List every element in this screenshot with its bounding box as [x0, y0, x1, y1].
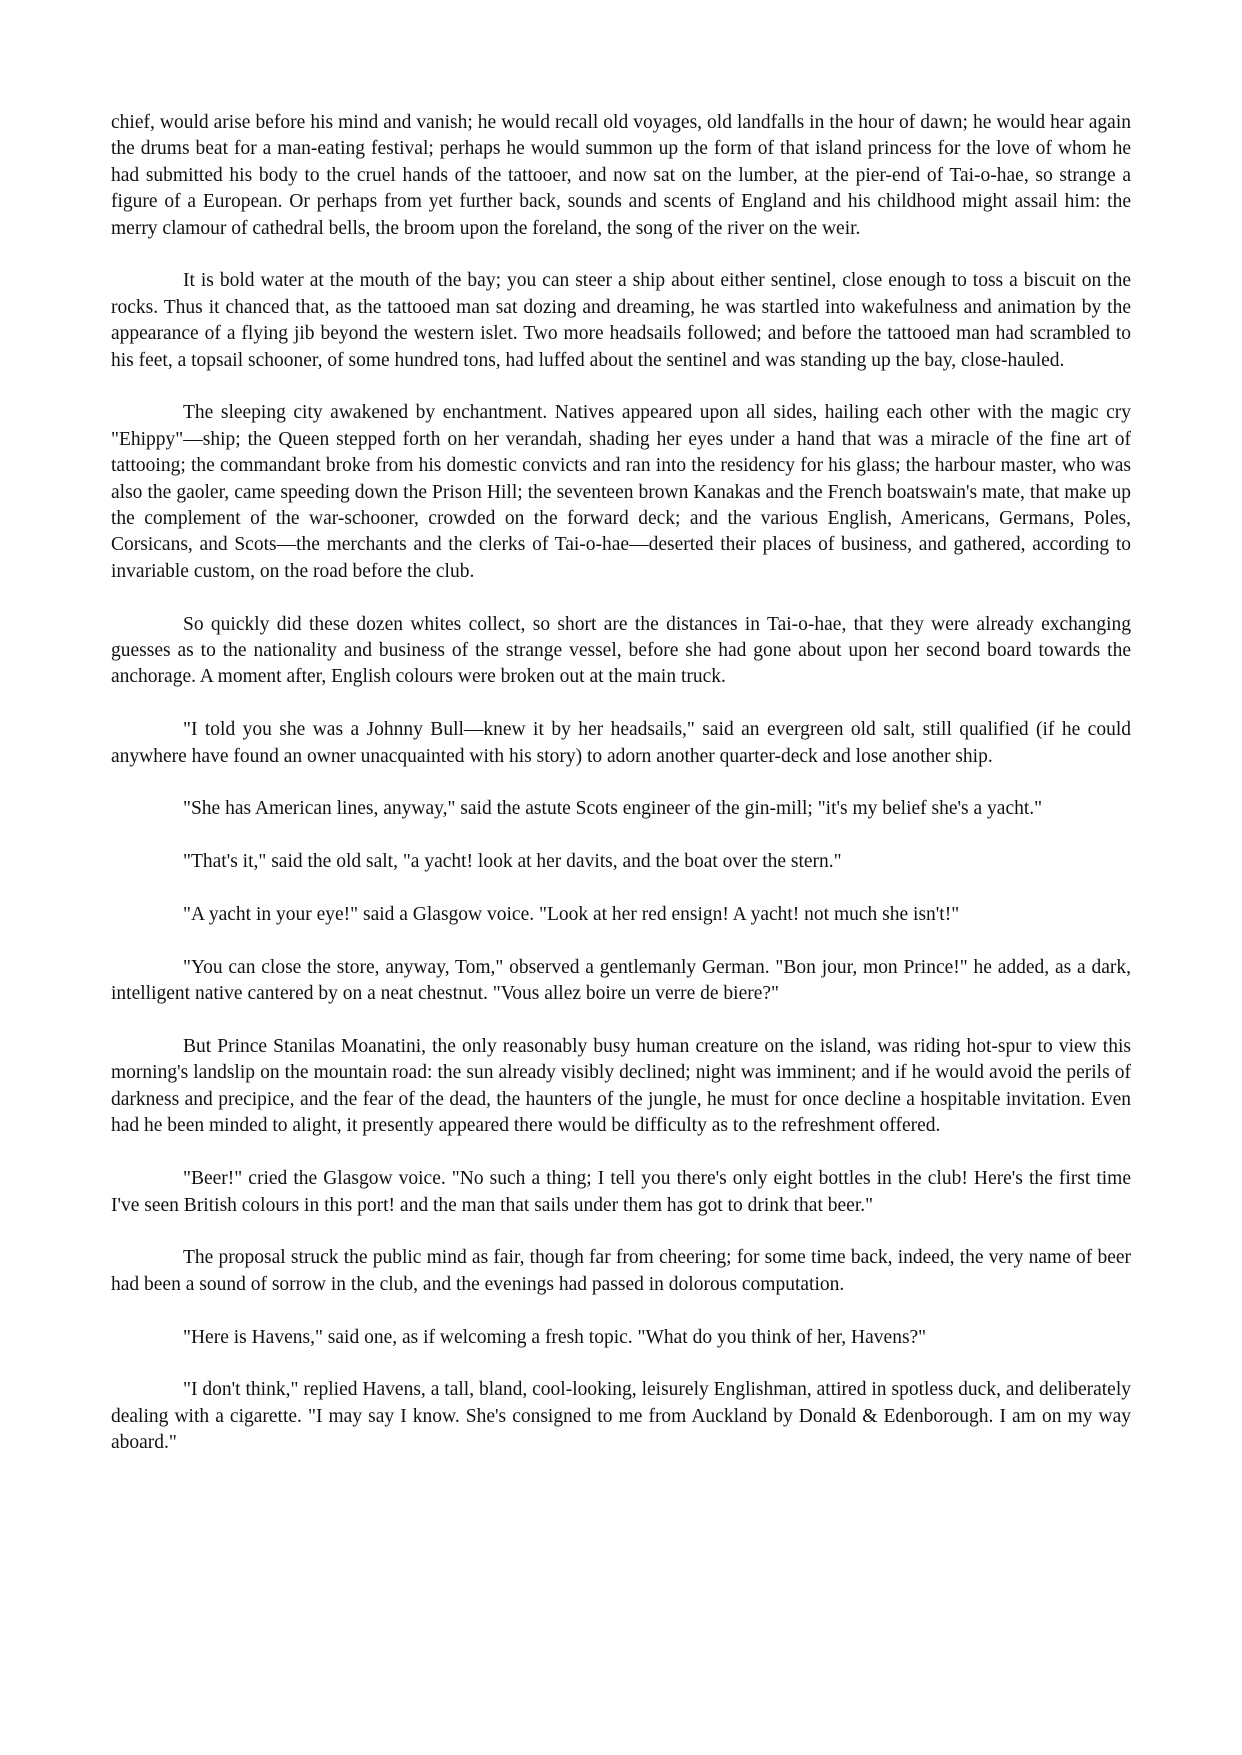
paragraph-7: "That's it," said the old salt, "a yacht! look at her davits, and the boat over the stern.": [183, 851, 842, 873]
document-page: [111, 110, 1131, 1483]
paragraph-6: "She has American lines, anyway," said the astute Scots engineer of the gin-mill; "it's my belief she's a yacht.": [183, 798, 1043, 820]
paragraph-9: "You can close the store, anyway, Tom," observed a gentlemanly German. "Bon jour, mon Prince!" he added, as a dark, intelligent native cantered by on a neat chestnut. "Vous allez boire un verre de biere?": [111, 956, 1131, 1005]
paragraph-1: chief, would arise before his mind and vanish; he would recall old voyages, old landfalls in the hour of dawn; he would hear again the drums beat for a man-eating festival; perhaps he would summon up the form of that island princess for the love of whom he had submitted his body to the cruel hands of the tattooer, and now sat on the lumber, at the pier-end of Tai-o-hae, so strange a figure of a European. Or perhaps from yet further back, sounds and scents of England and his childhood might assail him: the merry clamour of cathedral bells, the broom upon the foreland, the song of the river on the weir.: [111, 112, 1131, 239]
paragraph-11: "Beer!" cried the Glasgow voice. "No such a thing; I tell you there's only eight bottles in the club! Here's the first time I've seen British colours in this port! and the man that sails under them has got to drink that beer.": [111, 1168, 1131, 1216]
paragraph-3: The sleeping city awakened by enchantment. Natives appeared upon all sides, hailing each other with the magic cry "Ehippy"—ship; the Queen stepped forth on her verandah, shading her eyes under a hand that was a miracle of the fine art of tattooing; the commandant broke from his domestic convicts and ran into the residency for his glass; the harbour master, who was also the gaoler, came speeding down the Prison Hill; the seventeen brown Kanakas and the French boatswain's mate, that make up the complement of the war-schooner, crowded on the forward deck; and the various English, Americans, Germans, Poles, Corsicans, and Scots—the merchants and the clerks of Tai-o-hae—deserted their places of business, and gathered, according to invariable custom, on the road before the club.: [111, 402, 1131, 582]
paragraph-4: So quickly did these dozen whites collect, so short are the distances in Tai-o-hae, that they were already exchanging guesses as to the nationality and business of the strange vessel, before she had gone about upon her second board towards the anchorage. A moment after, English colours were broken out at the main truck.: [111, 613, 1131, 688]
paragraph-8: "A yacht in your eye!" said a Glasgow voice. "Look at her red ensign! A yacht! not much she isn't!": [183, 904, 960, 926]
paragraph-12: The proposal struck the public mind as fair, though far from cheering; for some time back, indeed, the very name of beer had been a sound of sorrow in the club, and the evenings had passed in dolorous computation.: [111, 1247, 1131, 1295]
paragraph-5: "I told you she was a Johnny Bull—knew it by her headsails," said an evergreen old salt, still qualified (if he could anywhere have found an owner unacquainted with his story) to adorn another quarter-deck and lose another ship.: [111, 719, 1131, 767]
paragraph-2: It is bold water at the mouth of the bay; you can steer a ship about either sentinel, close enough to toss a biscuit on the rocks. Thus it chanced that, as the tattooed man sat dozing and dreaming, he was startled into wakefulness and animation by the appearance of a flying jib beyond the western islet. Two more headsails followed; and before the tattooed man had scrambled to his feet, a topsail schooner, of some hundred tons, had luffed about the sentinel and was standing up the bay, close-hauled.: [111, 270, 1131, 371]
paragraph-14: "I don't think," replied Havens, a tall, bland, cool-looking, leisurely Englishman, attired in spotless duck, and deliberately dealing with a cigarette. "I may say I know. She's consigned to me from Auckland by Donald & Edenborough. I am on my way aboard.": [111, 1379, 1131, 1454]
paragraph-10: But Prince Stanilas Moanatini, the only reasonably busy human creature on the island, was riding hot-spur to view this morning's landslip on the mountain road: the sun already visibly declined; night was imminent; and if he would avoid the perils of darkness and precipice, and the fear of the dead, the haunters of the jungle, he must for once decline a hospitable invitation. Even had he been minded to alight, it presently appeared there would be difficulty as to the refreshment offered.: [111, 1036, 1131, 1137]
paragraph-13: "Here is Havens," said one, as if welcoming a fresh topic. "What do you think of her, Havens?": [183, 1326, 927, 1348]
